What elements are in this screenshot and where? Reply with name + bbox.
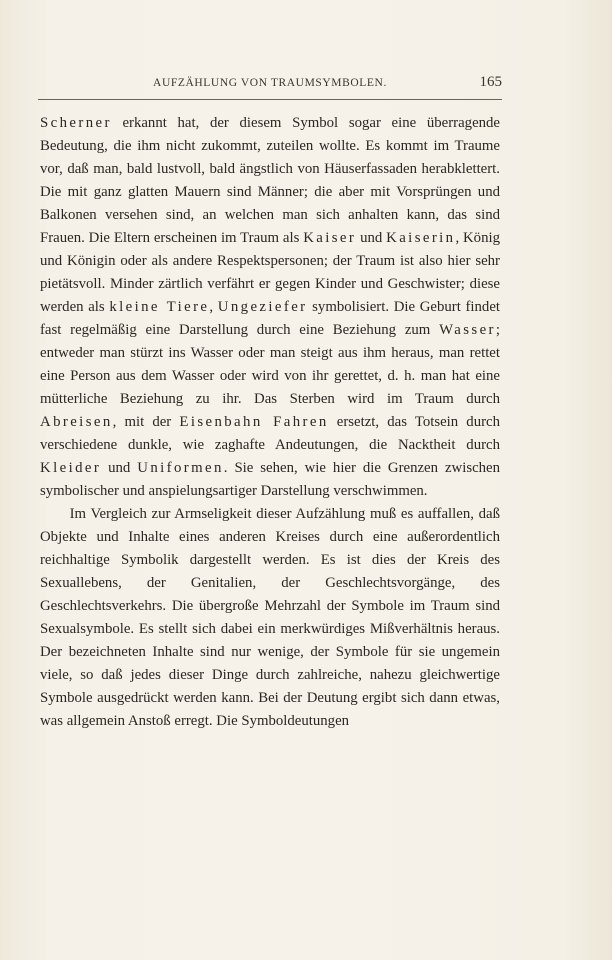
text-run: symbolisiert. Die Geburt findet fast regelmäßig eine Darstellung durch eine Beziehung zum: [40, 299, 501, 338]
spaced-term: Kaiser: [303, 230, 357, 246]
spaced-term: Kaiserin: [386, 230, 456, 246]
spaced-term: Wasser: [439, 322, 496, 338]
text-run: , mit der: [112, 414, 180, 430]
text-run: ; entweder man stürzt ins Wasser oder man steigt aus ihm heraus, man rettet eine Person aus dem Wasser oder wird von ihr gerettet, d. h. man hat eine mütterliche Beziehung zu ihr. Das Sterben wird im Traum durch: [40, 322, 500, 407]
page-header: [38, 74, 502, 96]
paragraph: [40, 503, 500, 733]
header-rule: [38, 99, 502, 100]
text-run: und: [356, 230, 387, 246]
text-run: ersetzt, das Totsein durch verschiedene dunkle, wie zaghafte Andeutungen, die Nacktheit durch: [40, 414, 500, 453]
spaced-term: Abreisen: [40, 414, 113, 430]
text-run: und: [101, 460, 138, 476]
text-run: . Sie sehen, wie hier die Grenzen zwischen symbolischer und anspielungsartiger Darstellung verschwimmen.: [40, 460, 501, 499]
text-run: , König und Königin oder als andere Respektspersonen; der Traum ist also hier sehr pietätsvoll. Minder zärtlich verfährt er gegen Kinder und Geschwister; diese werden als: [40, 230, 500, 315]
paragraph: [40, 112, 500, 503]
page-number: 165: [479, 74, 502, 90]
spaced-term: kleine Tiere: [109, 299, 210, 315]
spaced-term: Eisenbahn Fahren: [179, 414, 329, 430]
spaced-term: Scherner: [40, 115, 112, 131]
spaced-term: Kleider: [40, 460, 102, 476]
body-text: [40, 112, 500, 733]
text-run: erkannt hat, der diesem Symbol sogar eine überragende Bedeutung, die ihm nicht zukommt, zuteilen wollte. Es kommt im Traume vor, daß man, bald lustvoll, bald ängstlich von Häuserfassaden herabklettert. Die mit ganz glatten Mauern sind Männer; die aber mit Vorsprüngen und Balkonen versehen sind, an welchen man sich anhalten kann, das sind Frauen. Die Eltern erscheinen im Traum als: [40, 115, 500, 246]
spaced-term: Ungeziefer: [217, 299, 308, 315]
running-head: AUFZÄHLUNG VON TRAUMSYMBOLEN.: [153, 77, 387, 89]
text-run: Im Vergleich zur Armseligkeit dieser Aufzählung muß es auffallen, daß Objekte und Inhalte eines anderen Kreises durch eine außerordentlich reichhaltige Symbolik dargestellt werden. Es ist dies der Kreis des Sexuallebens, der Genitalien, der Geschlechtsvorgänge, des Geschlechtsverkehrs. Die übergroße Mehrzahl der Symbole im Traum sind Sexualsymbole. Es stellt sich dabei ein merkwürdiges Mißverhältnis heraus. Der bezeichneten Inhalte sind nur wenige, der Symbole für sie ungemein viele, so daß jedes dieser Dinge durch zahlreiche, nahezu gleichwertige Symbole ausgedrückt werden kann. Bei der Deutung ergibt sich dann etwas, was allgemein Anstoß erregt. Die Symboldeutungen: [40, 506, 500, 729]
spaced-term: Uniformen: [137, 460, 224, 476]
text-run: ,: [209, 299, 218, 315]
